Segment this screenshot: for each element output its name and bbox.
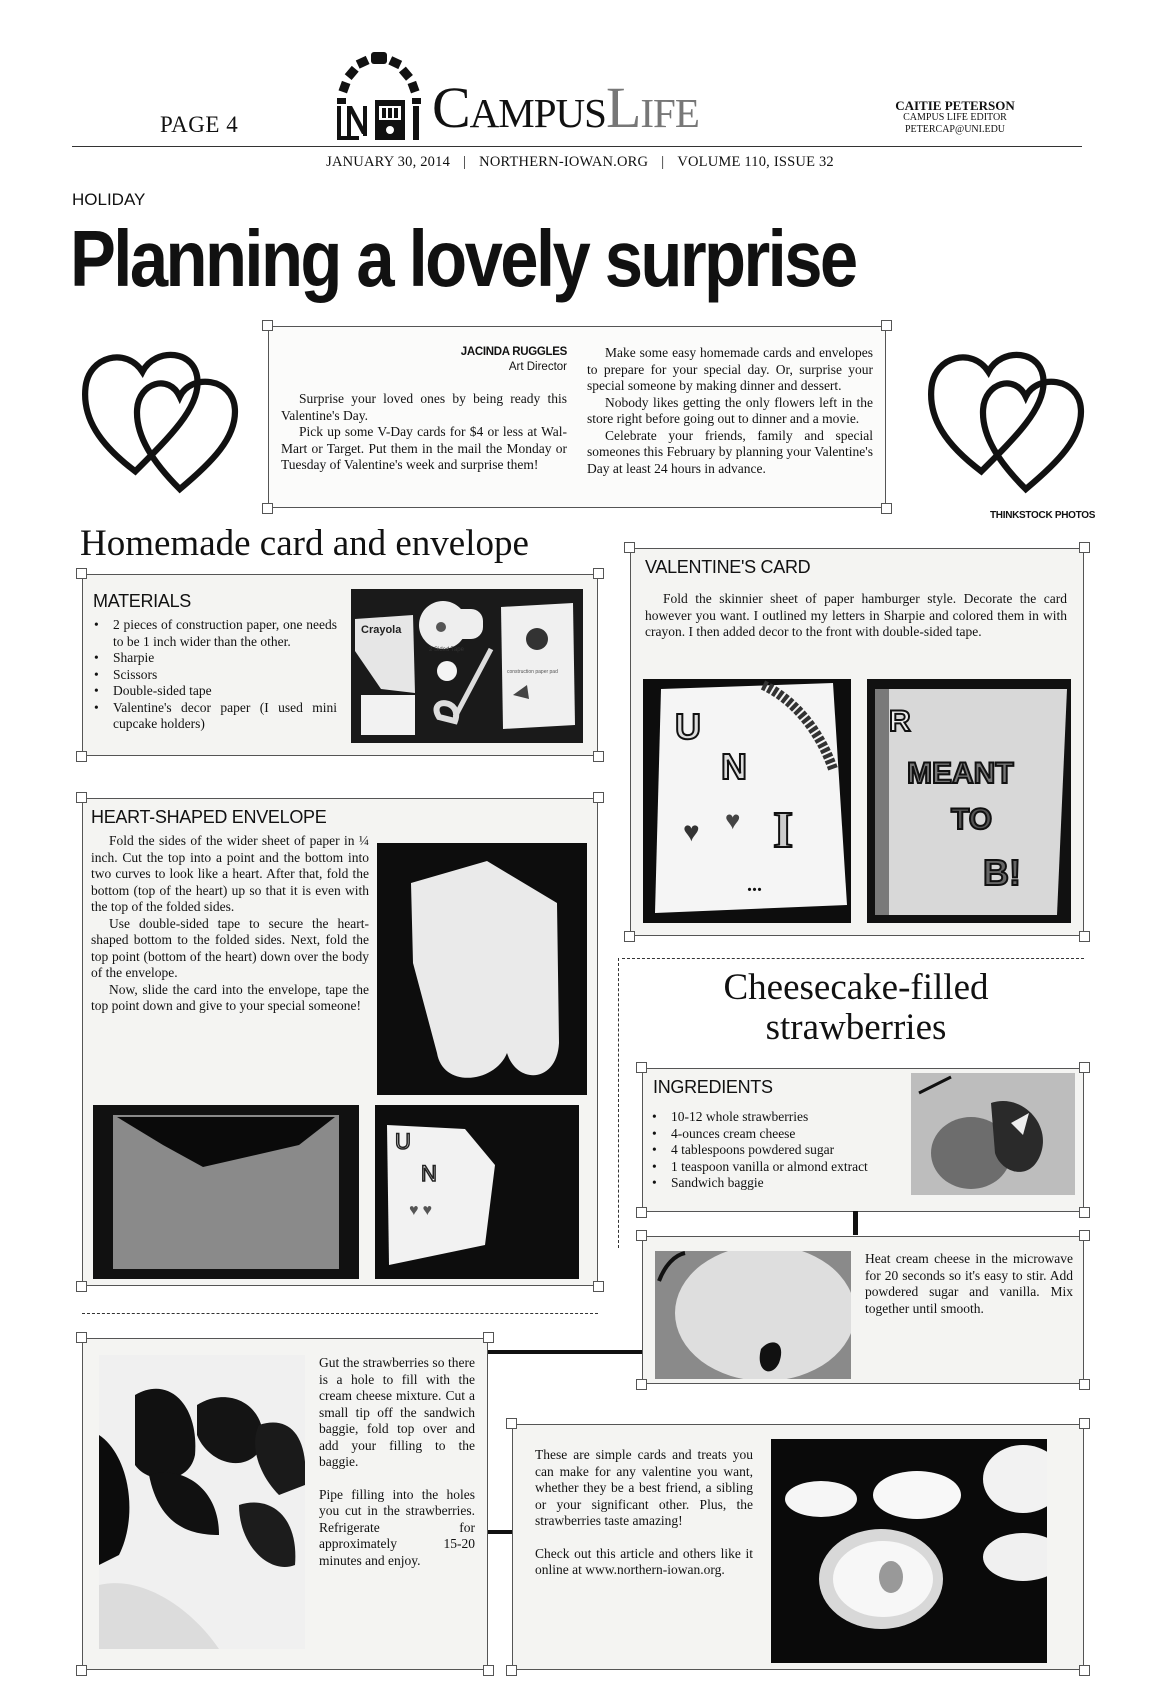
card-inside-icon: [867, 679, 1071, 923]
section-divider-vertical: [618, 958, 619, 1248]
issue-date: JANUARY 30, 2014: [326, 154, 451, 170]
section-divider: [82, 1313, 598, 1314]
finished-strawberries-photo: [771, 1439, 1047, 1663]
volume-issue: VOLUME 110, ISSUE 32: [677, 154, 834, 170]
svg-text:U: U: [395, 1129, 411, 1154]
frame-corner: [636, 1207, 647, 1218]
materials-item: • Valentine's decor paper (I used mini cupcake holders): [87, 700, 337, 733]
envelope-box: [82, 798, 598, 1286]
strawberry-section-title: [630, 968, 1082, 1048]
envelope-paragraph: Fold the sides of the wider sheet of paper in ¼ inch. Cut the top into a point and the bottom into two curves to look like a heart. After that, fold the bottom (top of the heart) up so that it is even with the top of the folded sides.: [91, 833, 369, 914]
section-divider: [622, 958, 1084, 959]
frame-corner: [1079, 1062, 1090, 1073]
card-letter: I: [773, 802, 794, 859]
page-number: PAGE 4: [160, 112, 239, 137]
card-front-icon: [643, 679, 851, 923]
frame-corner: [1079, 1418, 1090, 1429]
envelope-heading: HEART-SHAPED ENVELOPE: [91, 807, 327, 827]
card-inside-text: R: [889, 705, 911, 738]
frame-corner: [483, 1332, 494, 1343]
valentines-card-box: [630, 548, 1084, 936]
valentines-card-heading: VALENTINE'S CARD: [645, 557, 811, 577]
section-kicker: HOLIDAY: [72, 190, 146, 209]
dateline: [300, 154, 860, 171]
card-inside-photo: [867, 679, 1071, 923]
editor-email[interactable]: PETERCAP@UNI.EDU: [904, 124, 1006, 135]
online-paragraph[interactable]: Check out this article and others like it online at www.northern-iowan.org.: [535, 1545, 753, 1577]
envelope-icon: [93, 1105, 359, 1279]
strawberries-photo: [99, 1355, 305, 1649]
connector-bar: [488, 1350, 642, 1354]
svg-text:♥ ♥: ♥ ♥: [409, 1202, 432, 1219]
envelope-paragraph: Now, slide the card into the envelope, tape the top point down and give to your special someone!: [91, 981, 369, 1013]
double-heart-illustration-right: [918, 338, 1098, 498]
dateline-separator: |: [463, 154, 467, 170]
heart-envelope-shape-icon: [377, 843, 587, 1095]
ingredient-item: • 1 teaspoon vanilla or almond extract: [645, 1159, 905, 1176]
masthead-campus: Campus: [432, 75, 606, 140]
dateline-separator: |: [661, 154, 665, 170]
frame-corner: [506, 1418, 517, 1429]
double-heart-illustration-left: [72, 338, 252, 498]
card-front-photo: [643, 679, 851, 923]
masthead-life: Life: [605, 75, 699, 140]
card-ellipsis: ...: [747, 874, 762, 896]
frame-corner: [593, 792, 604, 803]
intro-paragraph: Celebrate your friends, family and special someones this February by planning your Valentine's Day at least 24 hours in advance.: [587, 427, 873, 476]
frame-corner: [593, 568, 604, 579]
frame-corner: [1079, 1379, 1090, 1390]
closing-box: [512, 1424, 1084, 1670]
frame-corner: [1079, 1665, 1090, 1676]
pipe-step-paragraph: Pipe filling into the holes you cut in the strawberries. Refrigerate for approximately 15-20 minutes and enjoy.: [319, 1486, 475, 1568]
card-in-envelope-photo: [375, 1105, 579, 1279]
intro-paragraph: Make some easy homemade cards and envelopes to prepare for your special day. Or, surprise your special someone by making dinner and dessert.: [587, 345, 873, 393]
cream-cheese-bowl-icon: [655, 1251, 851, 1379]
card-letter: N: [721, 746, 747, 787]
valentines-card-paragraph: Fold the skinnier sheet of paper hamburger style. Decorate the card however you want. I outlined my letters in Sharpie and colored them in with crayon. I then added decor to the front with double-sided tape.: [645, 591, 1067, 639]
heat-step-box: [642, 1236, 1084, 1384]
cream-cheese-photo: [655, 1251, 851, 1379]
card-inside-text: TO: [951, 803, 993, 836]
section-masthead: [432, 75, 699, 140]
hearts-icon: [72, 338, 252, 498]
editor-credit: [880, 100, 1030, 136]
heat-step-text: [865, 1251, 1073, 1317]
intro-left-column: [281, 345, 567, 474]
frame-corner: [76, 1332, 87, 1343]
crayon-box-label: Crayola: [361, 624, 402, 636]
materials-photo: [351, 589, 583, 743]
svg-text:♥: ♥: [725, 806, 741, 835]
frame-corner: [76, 568, 87, 579]
ingredient-item: • 4 tablespoons powdered sugar: [645, 1142, 905, 1159]
cut-step-paragraph: Gut the strawberries so there is a hole to fill with the cream cheese mixture. Cut a small tip off the sandwich baggie, fold top over and add your filling to the baggie.: [319, 1355, 475, 1469]
frame-corner: [624, 931, 635, 942]
frame-corner: [624, 542, 635, 553]
frame-corner: [76, 1665, 87, 1676]
editor-role: CAMPUS LIFE EDITOR: [903, 112, 1007, 123]
materials-item: • Scissors: [87, 667, 337, 684]
article-headline: Planning a lovely surprise: [70, 214, 856, 303]
editor-name: CAITIE PETERSON: [895, 98, 1015, 113]
connector-bar: [853, 1211, 858, 1235]
strawberry-title-line: Cheesecake-filled: [723, 967, 989, 1008]
intro-paragraph: Surprise your loved ones by being ready this Valentine's Day.: [281, 391, 567, 423]
strawberry-title-line: strawberries: [765, 1007, 947, 1048]
materials-list: [87, 617, 337, 733]
frame-corner: [76, 1281, 87, 1292]
card-letter: U: [675, 706, 701, 747]
intro-right-column: [587, 345, 873, 477]
frame-corner: [76, 792, 87, 803]
heat-step-paragraph: Heat cream cheese in the microwave for 20 seconds so it's easy to stir. Add powdered sugar and vanilla. Mix together until smooth.: [865, 1251, 1073, 1316]
svg-text:N: N: [421, 1161, 437, 1186]
svg-text:2 Sided Tape: 2 Sided Tape: [429, 647, 464, 653]
cut-strawberries-icon: [99, 1355, 305, 1649]
ingredients-list: [645, 1109, 905, 1192]
frame-corner: [881, 503, 892, 514]
intro-paragraph: Pick up some V-Day cards for $4 or less at Wal-Mart or Target. Put them in the mail the Monday or Tuesday of Valentine's week and surprise them!: [281, 424, 567, 472]
fill-step-text: [319, 1355, 475, 1569]
frame-corner: [262, 320, 273, 331]
ingredients-heading: INGREDIENTS: [653, 1077, 773, 1097]
closing-paragraph: These are simple cards and treats you can make for any valentine you want, whether they be a best friend, a sibling or your significant other. Plus, the strawberries taste amazing!: [535, 1447, 753, 1528]
materials-item: • 2 pieces of construction paper, one needs to be 1 inch wider than the other.: [87, 617, 337, 650]
website-link[interactable]: NORTHERN-IOWAN.ORG: [479, 154, 649, 170]
card-section-title: Homemade card and envelope: [80, 523, 529, 564]
fill-step-box: [82, 1338, 488, 1670]
ingredient-item: • 4-ounces cream cheese: [645, 1126, 905, 1143]
uni-arch-logo-icon: [335, 50, 423, 142]
uni-logo: [335, 50, 423, 142]
supplies-photo-icon: [351, 589, 583, 743]
ingredients-photo: [911, 1073, 1075, 1195]
frame-corner: [593, 751, 604, 762]
strawberries-bowl-icon: [911, 1073, 1075, 1195]
author-name: JACINDA RUGGLES: [460, 346, 567, 358]
filled-strawberries-icon: [771, 1439, 1047, 1663]
frame-corner: [1079, 1207, 1090, 1218]
ingredient-item: • 10-12 whole strawberries: [645, 1109, 905, 1126]
card-insert-icon: [375, 1105, 579, 1279]
materials-item: • Double-sided tape: [87, 683, 337, 700]
envelope-instructions: [91, 833, 369, 1015]
frame-corner: [1079, 542, 1090, 553]
author-title: Art Director: [508, 361, 567, 373]
frame-corner: [636, 1062, 647, 1073]
materials-box: [82, 574, 598, 756]
ingredients-box: [642, 1068, 1084, 1212]
frame-corner: [483, 1665, 494, 1676]
intro-paragraph: Nobody likes getting the only flowers left in the store right before going out to dinner and a movie.: [587, 394, 873, 426]
frame-corner: [76, 751, 87, 762]
frame-corner: [506, 1665, 517, 1676]
ingredient-item: • Sandwich baggie: [645, 1175, 905, 1192]
frame-corner: [1079, 931, 1090, 942]
materials-item: • Sharpie: [87, 650, 337, 667]
envelope-photo: [93, 1105, 359, 1279]
envelope-paragraph: Use double-sided tape to secure the heart-shaped bottom to the folded sides. Next, fold the top point (bottom of the heart) down over the body of the envelope.: [91, 915, 369, 980]
card-inside-text: B!: [983, 852, 1021, 893]
frame-corner: [636, 1379, 647, 1390]
envelope-cutout-photo: [377, 843, 587, 1095]
hearts-icon: [918, 338, 1098, 498]
frame-corner: [593, 1281, 604, 1292]
byline: [281, 345, 567, 375]
frame-corner: [881, 320, 892, 331]
connector-bar: [488, 1530, 512, 1534]
frame-corner: [1079, 1230, 1090, 1241]
photo-credit: THINKSTOCK PHOTOS: [990, 510, 1096, 521]
materials-heading: MATERIALS: [93, 591, 191, 611]
closing-text: [535, 1447, 753, 1579]
card-inside-text: MEANT: [907, 757, 1014, 790]
valentines-card-instructions: [645, 591, 1067, 641]
svg-text:♥: ♥: [683, 817, 700, 848]
frame-corner: [262, 503, 273, 514]
intro-box: [268, 326, 886, 508]
svg-text:construction paper pad: construction paper pad: [507, 669, 558, 675]
header-rule: [72, 146, 1082, 147]
frame-corner: [636, 1230, 647, 1241]
